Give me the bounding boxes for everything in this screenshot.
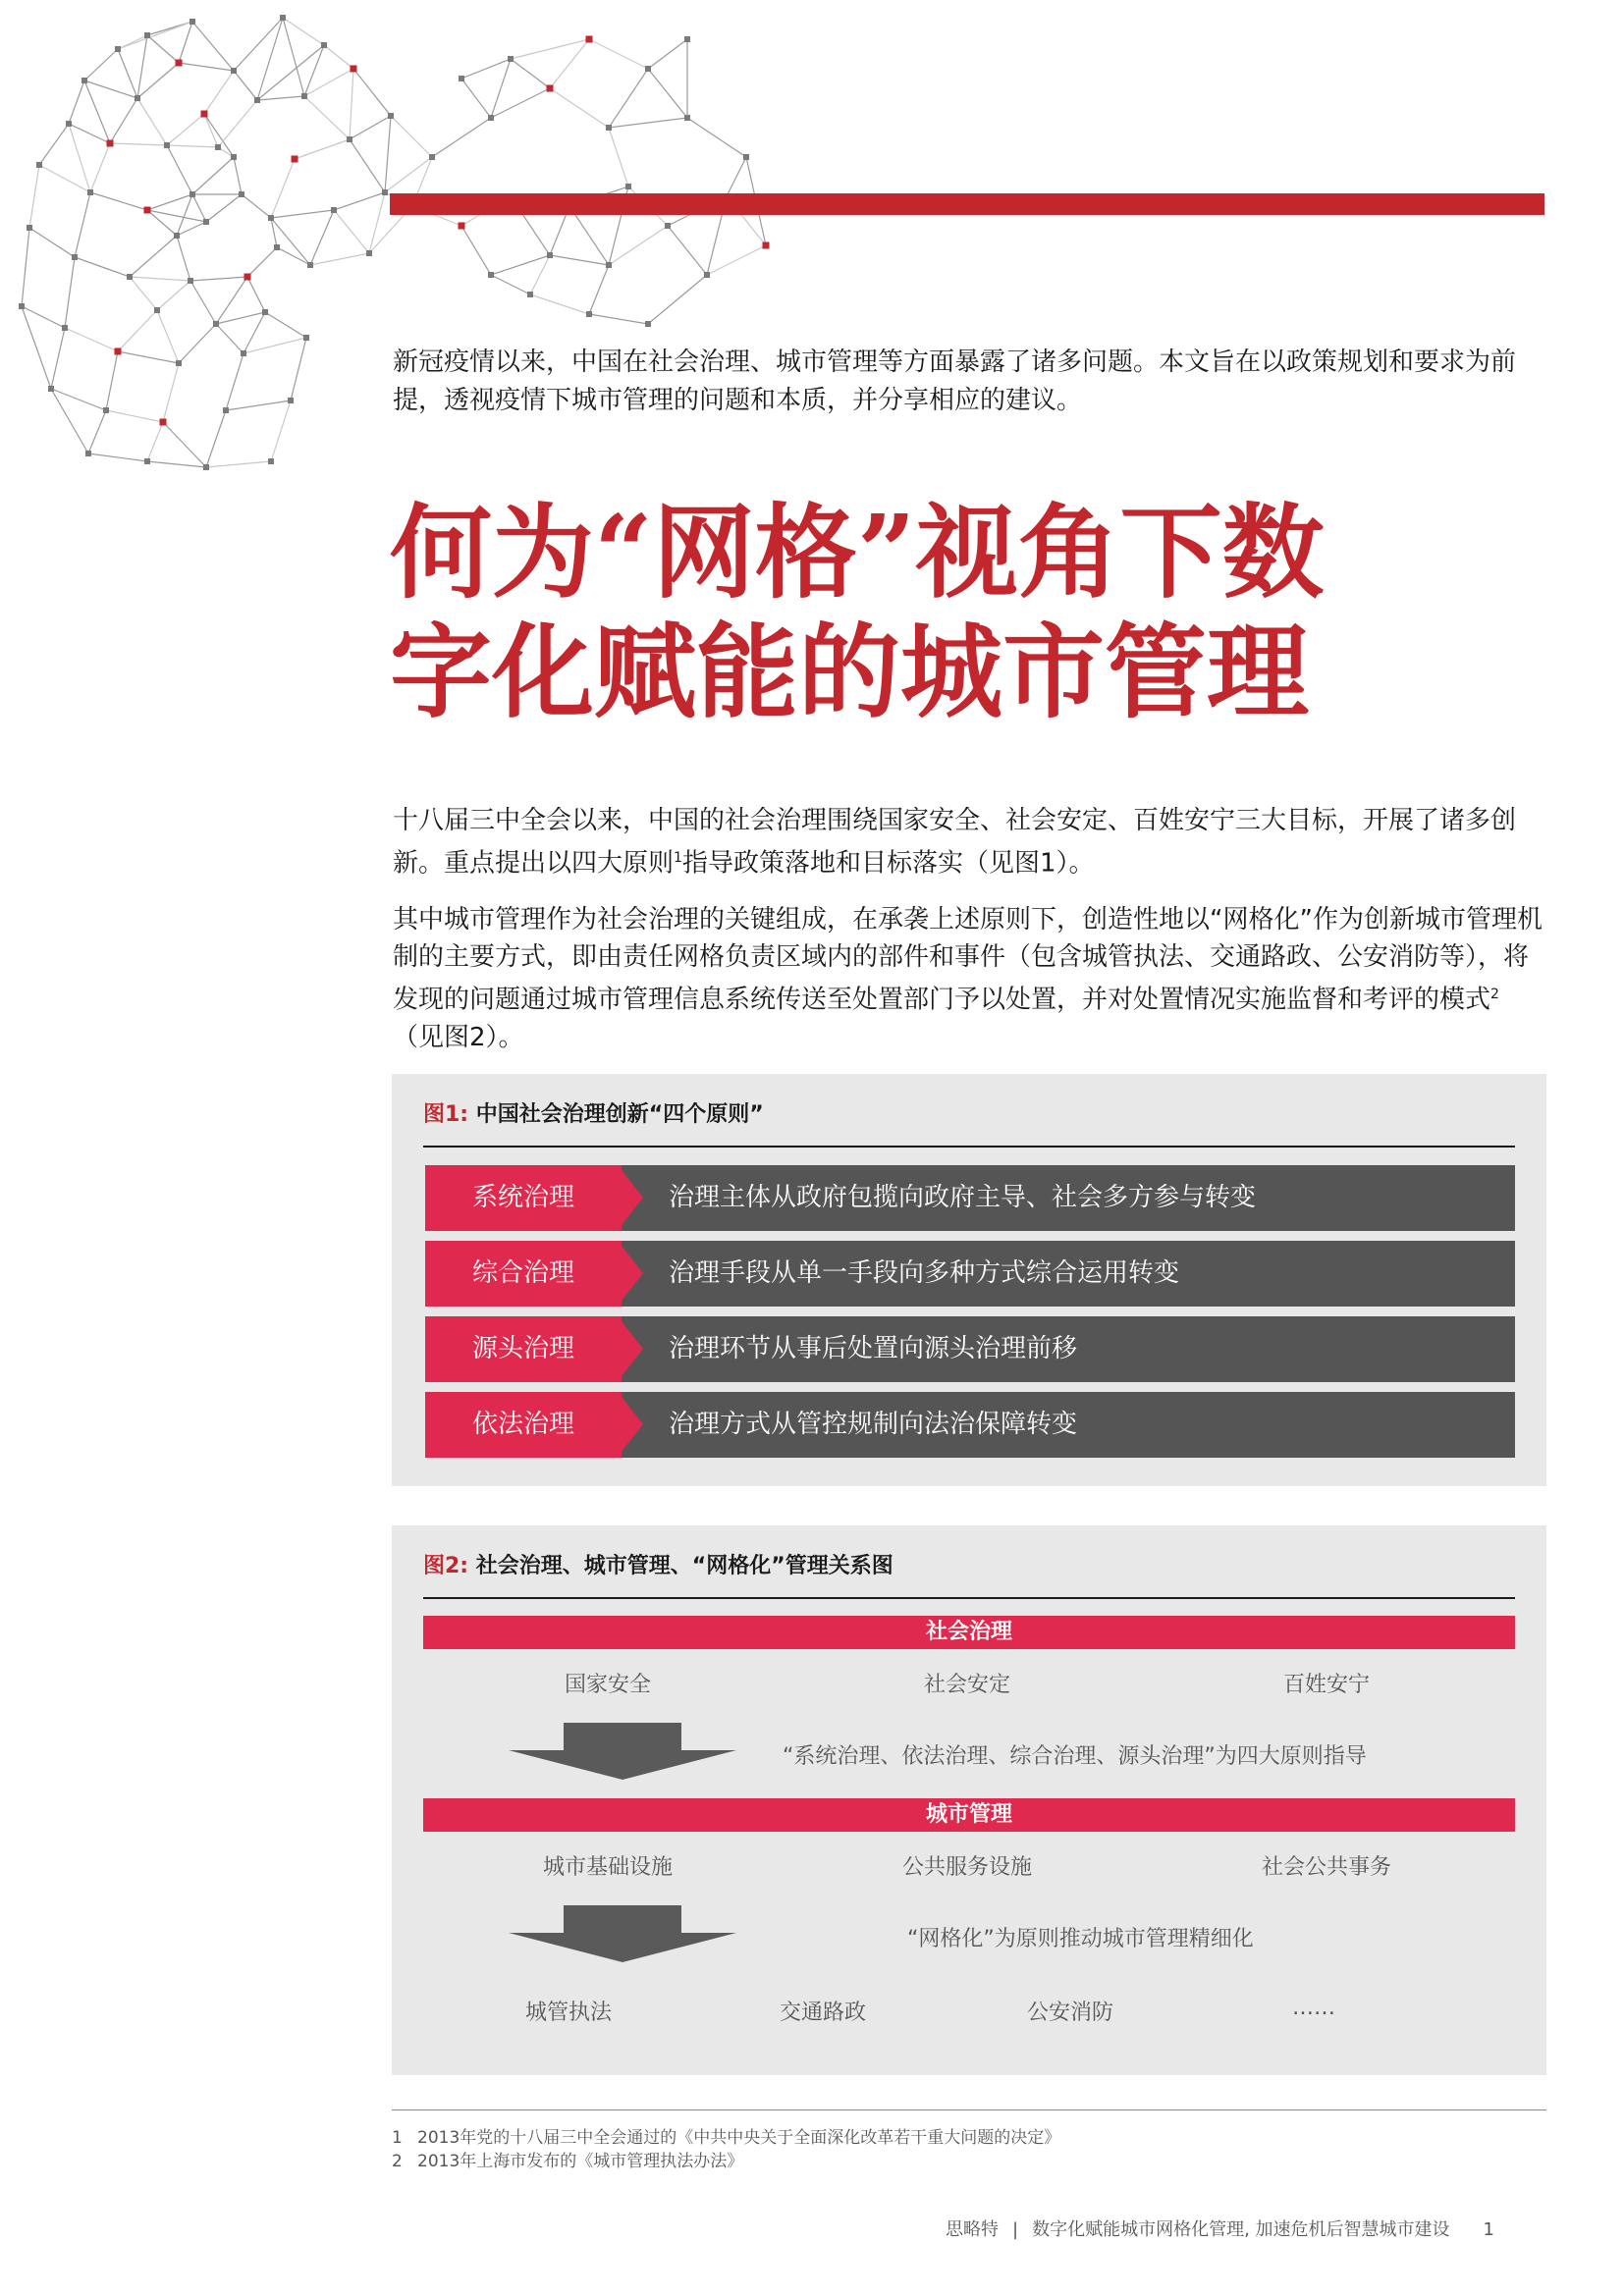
principle-arrow [618, 1241, 643, 1306]
department-item: 公安消防 [1026, 2001, 1113, 2025]
grid-note: “网格化”为原则推动城市管理精细化 [907, 1927, 1254, 1951]
page-number: 1 [1483, 2219, 1494, 2240]
facility-item: 公共服务设施 [901, 1855, 1032, 1880]
footnote [392, 2147, 743, 2171]
header-red-bar [390, 193, 1544, 215]
down-arrow-icon [505, 1723, 740, 1782]
footnote-text: 2013年上海市发布的《城市管理执法办法》 [417, 2152, 744, 2171]
department-item: 城管执法 [524, 2001, 612, 2025]
principle-label: 系统治理 [425, 1165, 622, 1231]
principle-row [425, 1316, 1515, 1382]
principles-note: “系统治理、依法治理、综合治理、源头治理”为四大原则指导 [783, 1744, 1367, 1769]
goal-item: 百姓安宁 [1282, 1673, 1370, 1697]
principle-desc: 治理主体从政府包揽向政府主导、社会多方参与转变 [622, 1165, 1515, 1231]
principle-desc: 治理方式从管控规制向法治保障转变 [622, 1392, 1515, 1458]
figure-1-title-text: 中国社会治理创新“四个原则” [475, 1102, 764, 1127]
footnote-number: 1 [392, 2128, 403, 2148]
figure-1 [392, 1074, 1546, 1486]
paragraph-1-text-a: 十八届三中全会以来，中国的社会治理围绕国家安全、社会安定、百姓安宁三大目标，开展了诸多创新。重点提出以四大原则 [393, 806, 1517, 879]
figure-2-rule [423, 1597, 1515, 1599]
footnote-text: 2013年党的十八届三中全会通过的《中共中央关于全面深化改革若干重大问题的决定》 [417, 2128, 1061, 2148]
figure-1-title [423, 1097, 764, 1128]
footer-brand: 思略特 [946, 2219, 999, 2240]
footer-separator: | [1012, 2219, 1019, 2240]
paragraph-2-text-b: （见图2）。 [393, 1022, 524, 1052]
figure-2-title-text: 社会治理、城市管理、“网格化”管理关系图 [475, 1554, 893, 1578]
title-line-1: 何为“网格”视角下数 [390, 492, 1325, 613]
paragraph-1-text-b: 指导政策落地和目标落实（见图1）。 [681, 848, 1095, 879]
principle-desc: 治理手段从单一手段向多种方式综合运用转变 [622, 1241, 1515, 1307]
principle-row [425, 1392, 1515, 1458]
principle-arrow [618, 1392, 643, 1457]
footnote [392, 2123, 1060, 2148]
goal-item: 国家安全 [564, 1673, 651, 1697]
facility-item: 社会公共事务 [1261, 1855, 1391, 1880]
department-item: 交通路政 [779, 2001, 866, 2025]
band-social-governance: 社会治理 [423, 1616, 1515, 1649]
facility-item: 城市基础设施 [542, 1855, 673, 1880]
figure-2-number: 图2: [423, 1554, 469, 1578]
intro-text: 新冠疫情以来，中国在社会治理、城市管理等方面暴露了诸多问题。本文旨在以政策规划和要求为前提，透视疫情下城市管理的问题和本质，并分享相应的建议。 [393, 347, 1517, 415]
paragraph-2-text-a: 其中城市管理作为社会治理的关键组成，在承袭上述原则下，创造性地以“网格化”作为创新城市管理机制的主要方式，即由责任网格负责区域内的部件和事件（包含城管执法、交通路政、公安消防等），将发现的问题通过城市管理信息系统传送至处置部门予以处置，并对处置情况实施监督和考评的模式 [393, 905, 1543, 1015]
principle-label: 源头治理 [425, 1316, 622, 1382]
department-item: …… [1292, 1996, 1335, 2020]
principle-arrow [618, 1165, 643, 1230]
page-title [390, 493, 1568, 732]
paragraph-1 [393, 802, 1549, 882]
title-line-2: 字化赋能的城市管理 [390, 612, 1310, 732]
figure-2-title [423, 1549, 893, 1579]
paragraph-2 [393, 901, 1549, 1056]
principle-row [425, 1241, 1515, 1307]
figure-1-rule [423, 1146, 1515, 1148]
footer-doc-title: 数字化赋能城市网格化管理, 加速危机后智慧城市建设 [1032, 2219, 1450, 2240]
footnote-ref-1: 1 [674, 850, 682, 866]
footnote-ref-2: 2 [1490, 987, 1499, 1002]
principle-row [425, 1165, 1515, 1231]
principle-desc: 治理环节从事后处置向源头治理前移 [622, 1316, 1515, 1382]
figure-2 [392, 1525, 1546, 2075]
principle-label: 依法治理 [425, 1392, 622, 1458]
principle-arrow [618, 1316, 643, 1381]
down-arrow-icon [505, 1905, 740, 1964]
goal-item: 社会安定 [923, 1673, 1010, 1697]
figure-1-number: 图1: [423, 1102, 469, 1127]
footnote-number: 2 [392, 2152, 403, 2171]
principle-label: 综合治理 [425, 1241, 622, 1307]
page-footer [946, 2216, 1494, 2241]
footnote-rule [392, 2109, 1546, 2110]
band-urban-management: 城市管理 [423, 1798, 1515, 1832]
